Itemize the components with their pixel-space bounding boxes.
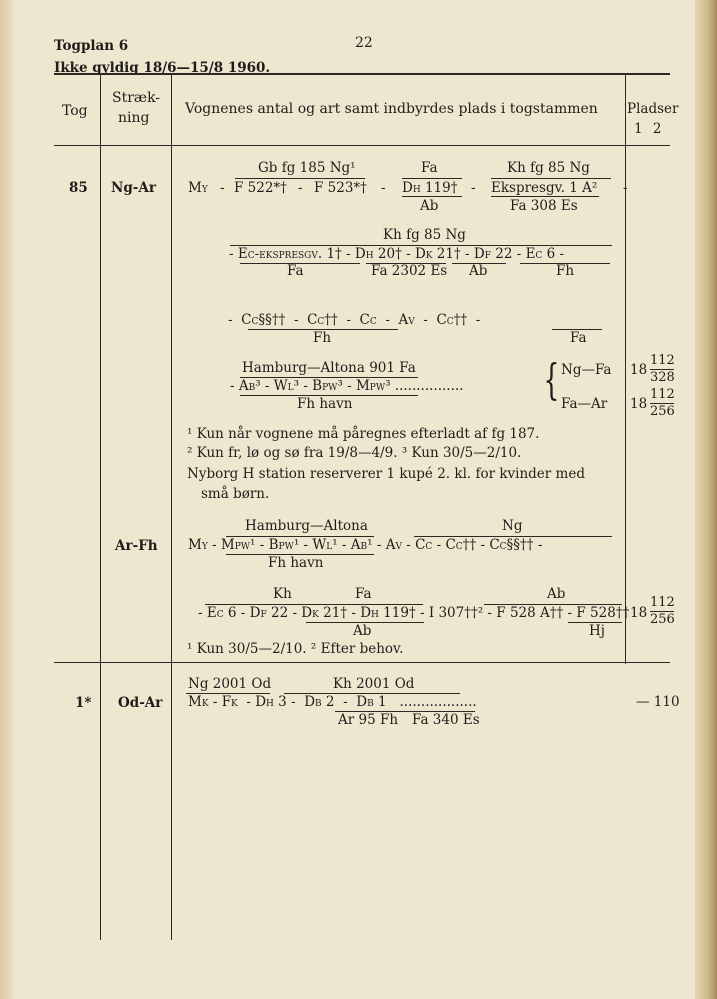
line2-below-3: Ab xyxy=(469,263,488,279)
line2-main: - Ec-ekspresgv. 1† - Dh 20† - Dk 21† - Df 22 - Ec 6 - xyxy=(229,246,565,262)
train1-below-2: Fa 340 Es xyxy=(412,712,480,728)
route-ng-fa: Ng—Fa xyxy=(561,362,612,378)
line1-above-2: Fa xyxy=(421,160,438,176)
column-header-pladser: Pladser xyxy=(627,101,679,117)
line4-main: - Ab³ - Wl³ - Bpw³ - Mpw³ ................ xyxy=(230,378,464,394)
column-header-main: Vognenes antal og art samt indbyrdes plads i togstammen xyxy=(185,101,598,117)
section-ar-fh: Ar-Fh xyxy=(115,538,158,554)
line3-main: - Cc§§†† - Cc†† - Cc - Av - Cc†† - xyxy=(228,312,481,328)
arfh-above-2: Ng xyxy=(502,518,523,534)
seats-ng-fa-second xyxy=(650,354,674,385)
arfh-above-1: Hamburg—Altona xyxy=(245,518,368,534)
line1-rule-c xyxy=(491,178,611,179)
line4-above: Hamburg—Altona 901 Fa xyxy=(242,360,416,376)
train1-main: Mk - Fk - Dh 3 - Db 2 - Db 1 .................. xyxy=(188,694,477,710)
line1-sep-3: - xyxy=(381,180,386,196)
seats-ng-fa-bottom: 328 xyxy=(650,370,675,385)
line1-above-3: Kh fg 85 Ng xyxy=(507,160,590,176)
line1-sep-1: - xyxy=(220,180,225,196)
arfh-main: My - Mpw¹ - Bpw¹ - Wl¹ - Ab¹ - Av - Cc - Cc†† - Cc§§†† - xyxy=(188,537,543,553)
line1-car-4: Dh 119† xyxy=(402,180,458,196)
column-header-strek-1: Stræk- xyxy=(112,90,161,106)
line1-below-2: Fa 308 Es xyxy=(510,198,578,214)
column-header-tog: Tog xyxy=(62,103,88,119)
column-divider-3 xyxy=(625,74,626,664)
page-number: 22 xyxy=(355,35,373,51)
note-nyborg-1: Nyborg H station reserverer 1 kupé 2. kl. for kvinder med xyxy=(187,466,585,482)
table-top-rule xyxy=(54,73,670,75)
line4-below: Fh havn xyxy=(297,396,353,412)
arfh-below: Fh havn xyxy=(268,555,324,571)
row-divider xyxy=(54,662,670,663)
line1-sep-4: - xyxy=(471,180,476,196)
arfh2-main: - Ec 6 - Df 22 - Dk 21† - Dh 119† - I 307††² - F 528 A†† - F 528†† xyxy=(198,605,630,621)
column-header-pladser-cols: 1 2 xyxy=(634,121,662,137)
line2-above: Kh fg 85 Ng xyxy=(383,227,466,243)
seats-ng-fa-top: 112 xyxy=(650,353,675,368)
train1-seats: — 110 xyxy=(636,694,680,710)
column-divider-1 xyxy=(100,74,101,940)
line3-below-1: Fh xyxy=(313,330,332,346)
train-number-1: 1* xyxy=(75,695,92,711)
line1-sep-2: - xyxy=(298,180,303,196)
header-bottom-rule xyxy=(54,145,670,146)
line1-rule-d xyxy=(402,196,462,197)
arfh2-seats-top: 112 xyxy=(650,595,675,610)
seats-fa-ar-bottom: 256 xyxy=(650,404,675,419)
arfh2-below-2: Hj xyxy=(589,623,605,639)
arfh2-above-2: Fa xyxy=(355,586,372,602)
line1-sep-5: - xyxy=(623,180,628,196)
line1-car-3: F 523*† xyxy=(314,180,367,196)
line1-above-1: Gb fg 185 Ng¹ xyxy=(258,160,356,176)
arfh2-seats-first: 18 xyxy=(630,605,648,621)
train1-above-1: Ng 2001 Od xyxy=(188,676,272,692)
note-nyborg-2: små børn. xyxy=(201,486,270,502)
page-edge-right xyxy=(695,0,717,999)
page-edge-left xyxy=(0,0,14,999)
train1-below-1: Ar 95 Fh xyxy=(338,712,399,728)
line1-rule-e xyxy=(491,196,599,197)
route-fa-ar: Fa—Ar xyxy=(561,396,608,412)
train1-above-2: Kh 2001 Od xyxy=(333,676,415,692)
seats-fa-ar-top: 112 xyxy=(650,387,675,402)
arfh2-seats-second xyxy=(650,596,674,627)
page-title: Togplan 6 xyxy=(54,38,129,54)
arfh2-seats-bottom: 256 xyxy=(650,612,675,627)
line1-below-1: Ab xyxy=(420,198,439,214)
brace-icon: { xyxy=(543,355,560,404)
section-ng-ar: Ng-Ar xyxy=(111,180,156,196)
line1-car-5: Ekspresgv. 1 A² xyxy=(491,180,598,196)
line2-below-4: Fh xyxy=(556,263,575,279)
seats-fa-ar-first: 18 xyxy=(630,396,648,412)
line1-rule-a xyxy=(235,178,365,179)
line1-rule-b xyxy=(402,178,462,179)
line1-car-1: My xyxy=(188,180,208,196)
arfh2-above-3: Ab xyxy=(547,586,566,602)
line2-below-2: Fa 2302 Es xyxy=(371,263,448,279)
section-od-ar: Od-Ar xyxy=(118,695,163,711)
arfh2-below-1: Ab xyxy=(353,623,372,639)
footnote-2: ² Kun fr, lø og sø fra 19/8—4/9. ³ Kun 30/5—2/10. xyxy=(187,445,522,461)
line3-below-2: Fa xyxy=(570,330,587,346)
column-divider-2 xyxy=(171,74,172,940)
arfh2-footnote: ¹ Kun 30/5—2/10. ² Efter behov. xyxy=(187,641,404,657)
validity-note: Ikke gyldig 18/6—15/8 1960. xyxy=(54,60,271,76)
arfh2-above-1: Kh xyxy=(273,586,292,602)
line2-below-1: Fa xyxy=(287,263,304,279)
train-number: 85 xyxy=(69,180,88,196)
column-header-strek-2: ning xyxy=(118,110,150,126)
line1-car-2: F 522*† xyxy=(234,180,287,196)
seats-ng-fa-first: 18 xyxy=(630,362,648,378)
footnote-1: ¹ Kun når vognene må påregnes efterladt af fg 187. xyxy=(187,426,540,442)
seats-fa-ar-second xyxy=(650,388,674,419)
